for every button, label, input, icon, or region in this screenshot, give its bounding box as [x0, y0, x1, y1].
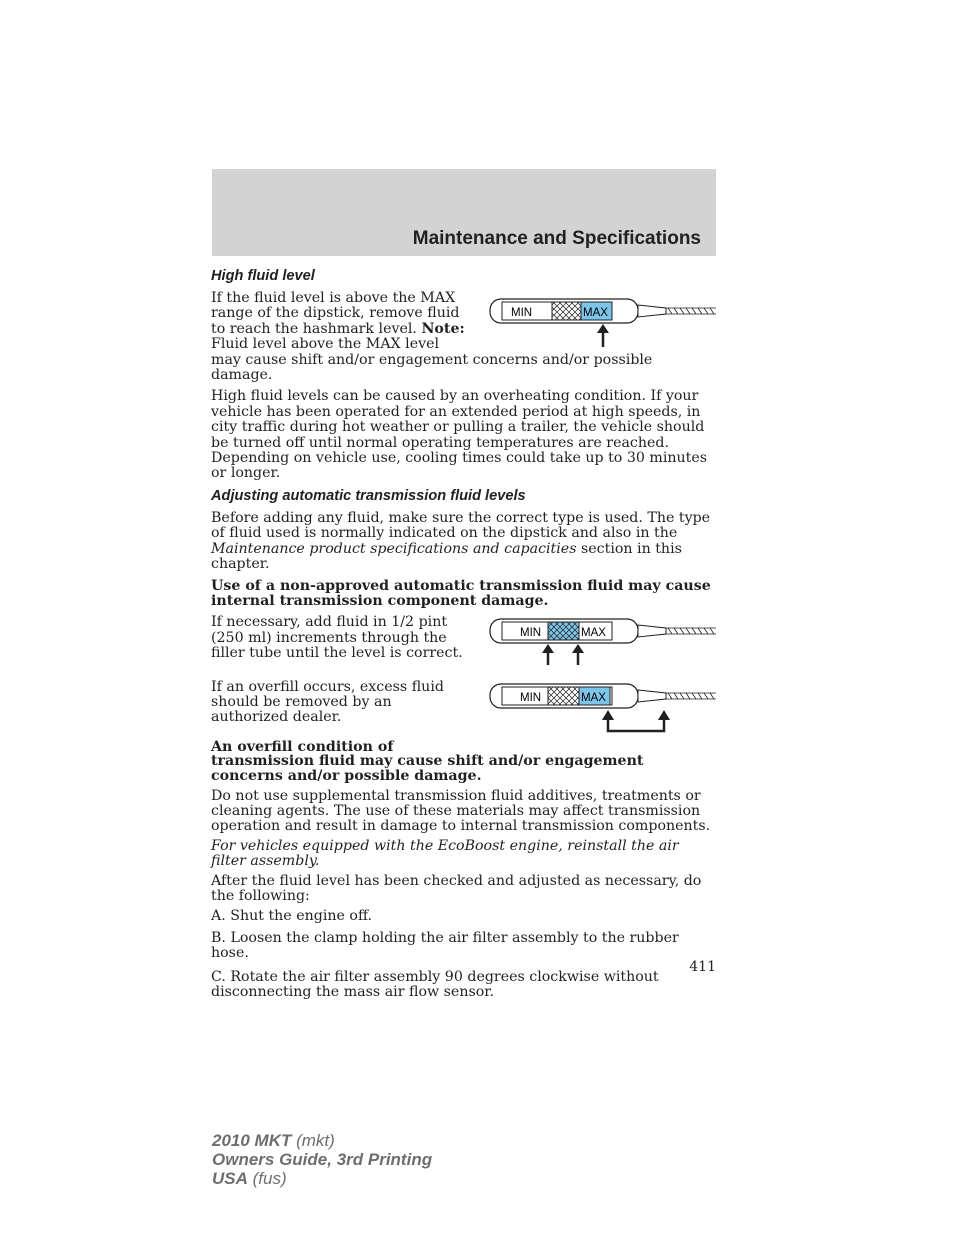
paragraph-adjust-1: Before adding any fluid, make sure the correct type is used. The type of fluid used is normally indicated on the dipstick and also in the Maintenance product specifications and capacities section in this chapter. — [211, 509, 711, 573]
warning-non-approved-fluid: Use of a non-approved automatic transmission fluid may cause internal transmission component damage. — [211, 577, 711, 609]
min-label: MIN — [520, 627, 542, 640]
dipstick-figure-overfill — [476, 680, 716, 738]
min-label: MIN — [511, 307, 533, 319]
footer-line-region: USA (fus) — [212, 1169, 287, 1188]
paragraph-adjust-4: Do not use supplemental transmission fluid additives, treatments or cleaning agents. The use of these materials may affect transmission operation and result in damage to internal transmission components. — [211, 788, 711, 834]
dipstick-overfill-illustration — [476, 680, 716, 738]
max-label: MAX — [583, 307, 608, 319]
paragraph-high-2: High fluid levels can be caused by an overheating condition. If your vehicle has been operated for an extended period at high speeds, in city traffic during hot weather or pulling a trailer, the vehicle should be turned off until normal operating temperatures are reached. Depending on vehicle use, cooling times could take up to 30 minutes or longer. — [211, 388, 708, 482]
dipstick-figure-add — [476, 615, 716, 667]
step-b: B. Loosen the clamp holding the air filter assembly to the rubber hose. — [211, 929, 679, 962]
footer-line-model: 2010 MKT (mkt) — [212, 1131, 335, 1150]
heading-adjusting-fluid: Adjusting automatic transmission fluid levels — [211, 487, 526, 504]
max-label: MAX — [581, 627, 606, 640]
heading-high-fluid-level: High fluid level — [211, 268, 315, 284]
max-label: MAX — [581, 691, 606, 704]
paragraph-adjust-3: If an overfill occurs, excess fluid should be removed by an authorized dealer. — [211, 678, 444, 726]
page-number: 411 — [689, 959, 716, 975]
dipstick-high-illustration — [476, 291, 716, 349]
dipstick-figure-high — [476, 291, 716, 349]
paragraph-high-1: If the fluid level is above the MAX range of the dipstick, remove fluid to reach the hashmark level. Note: Fluid level above the MAX level may cause shift and/or engagement concerns and/or possible damage. — [211, 290, 653, 384]
step-c: C. Rotate the air filter assembly 90 degrees clockwise without disconnecting the mass air flow sensor. — [211, 968, 659, 1001]
footer-line-guide: Owners Guide, 3rd Printing — [212, 1150, 433, 1169]
step-a: A. Shut the engine off. — [211, 908, 373, 925]
page-content — [211, 268, 716, 1007]
paragraph-adjust-6: After the fluid level has been checked and adjusted as necessary, do the following: — [211, 873, 702, 904]
footer-print-info — [212, 1131, 432, 1188]
section-header-band — [212, 169, 716, 256]
dipstick-add-illustration — [476, 615, 716, 667]
section-title: Maintenance and Specifications — [412, 228, 701, 249]
min-label: MIN — [520, 691, 542, 704]
paragraph-ecoboost-note: For vehicles equipped with the EcoBoost engine, reinstall the air filter assembly. — [211, 838, 679, 869]
warning-overfill: An overfill condition of transmission fluid may cause shift and/or engagement concerns and/or possible damage. — [211, 738, 644, 784]
paragraph-adjust-2: If necessary, add fluid in 1/2 pint (250 ml) increments through the filler tube until the level is correct. — [211, 614, 463, 662]
